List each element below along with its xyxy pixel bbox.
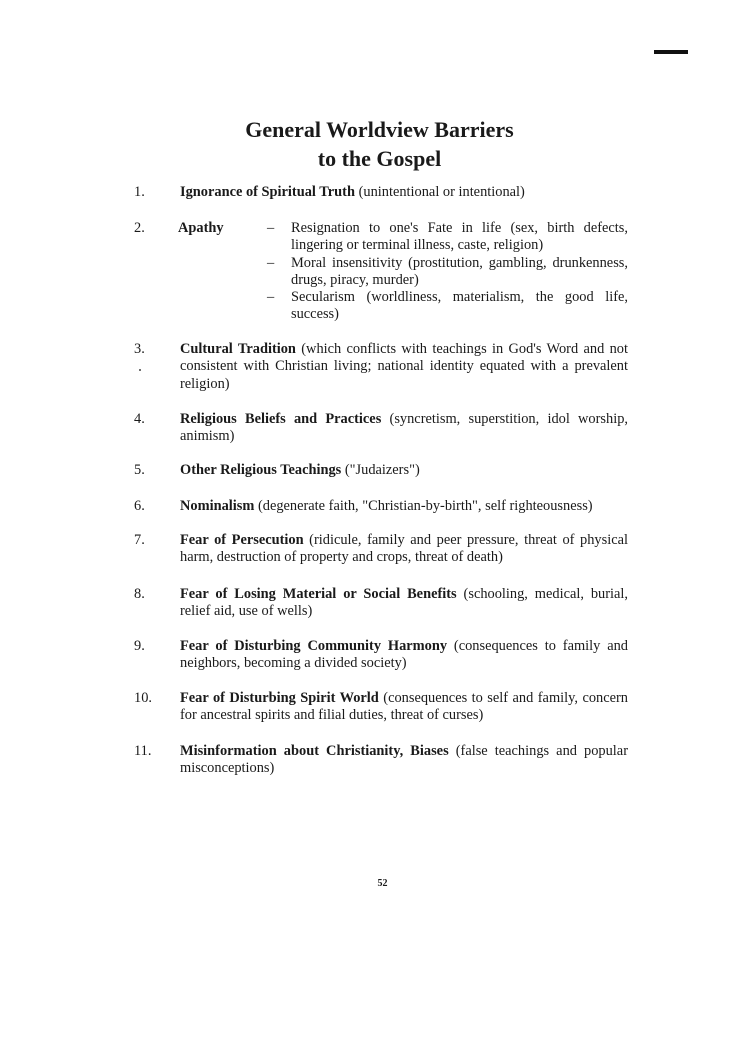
item-number: 10.	[134, 690, 152, 706]
title-line-1: General Worldview Barriers	[245, 117, 514, 142]
item-heading: Misinformation about Christianity, Biases	[180, 743, 449, 759]
item-text: (consequences to family and neighbors, becoming a divided society)	[180, 638, 628, 672]
item-number: 11.	[134, 743, 152, 759]
item-text: (unintentional or intentional)	[354, 184, 525, 200]
sub-item-text: Secularism (worldliness, materialism, the good life, success)	[291, 289, 628, 323]
item-heading: Other Religious Teachings	[180, 462, 342, 478]
item-text: (schooling, medical, burial, relief aid, use of wells)	[180, 586, 628, 620]
dash-bullet: –	[267, 289, 275, 305]
item-number: 5.	[134, 462, 145, 478]
item-heading: Fear of Persecution	[180, 532, 304, 548]
sub-item-text: Resignation to one's Fate in life (sex, birth defects, lingering or terminal illness, caste, religion)	[291, 220, 628, 254]
item-number: 7.	[134, 532, 145, 548]
item-heading: Fear of Disturbing Spirit World	[180, 690, 379, 706]
item-body	[180, 411, 628, 446]
item-number: 2.	[134, 220, 145, 236]
item-heading: Religious Beliefs and Practices	[180, 411, 382, 427]
item-body	[180, 341, 628, 393]
sub-item-text: Moral insensitivity (prostitution, gambling, drunkenness, drugs, piracy, murder)	[291, 255, 628, 289]
dash-bullet: –	[267, 220, 275, 236]
item-heading: Ignorance of Spiritual Truth	[180, 184, 355, 200]
item-text: (false teachings and popular misconceptions)	[180, 743, 628, 777]
item-text: ("Judaizers")	[341, 462, 420, 478]
item-text: (degenerate faith, "Christian-by-birth", self righteousness)	[254, 498, 593, 514]
stray-mark	[139, 369, 141, 371]
item-body	[180, 498, 628, 515]
item-body	[180, 532, 628, 567]
item-heading: Cultural Tradition	[180, 341, 296, 357]
item-text: (ridicule, family and peer pressure, threat of physical harm, destruction of property and crops, threat of death)	[180, 532, 628, 566]
page-number: 52	[377, 878, 388, 889]
item-number: 6.	[134, 498, 145, 514]
item-text: (which conflicts with teachings in God's Word and not consistent with Christian living; national identity equated with a prevalent religion)	[180, 341, 628, 392]
corner-mark	[654, 50, 688, 54]
item-number: 8.	[134, 586, 145, 602]
item-body	[180, 638, 628, 673]
item-number: 3.	[134, 341, 145, 357]
dash-bullet: –	[267, 255, 275, 271]
item-heading: Apathy	[178, 220, 224, 236]
item-body	[180, 586, 628, 621]
item-body	[180, 690, 628, 725]
page-title	[0, 115, 749, 173]
item-number: 9.	[134, 638, 145, 654]
item-text: (syncretism, superstition, idol worship, animism)	[180, 411, 629, 445]
item-heading: Fear of Losing Material or Social Benefits	[180, 586, 457, 602]
item-body	[180, 462, 628, 479]
item-body	[180, 184, 628, 201]
title-line-2: to the Gospel	[317, 146, 442, 171]
item-heading: Fear of Disturbing Community Harmony	[180, 638, 448, 654]
item-text: (consequences to self and family, concern for ancestral spirits and filial duties, threat of curses)	[180, 690, 628, 724]
item-number: 4.	[134, 411, 145, 427]
item-heading: Nominalism	[180, 498, 255, 514]
item-number: 1.	[134, 184, 145, 200]
item-body	[180, 743, 628, 778]
